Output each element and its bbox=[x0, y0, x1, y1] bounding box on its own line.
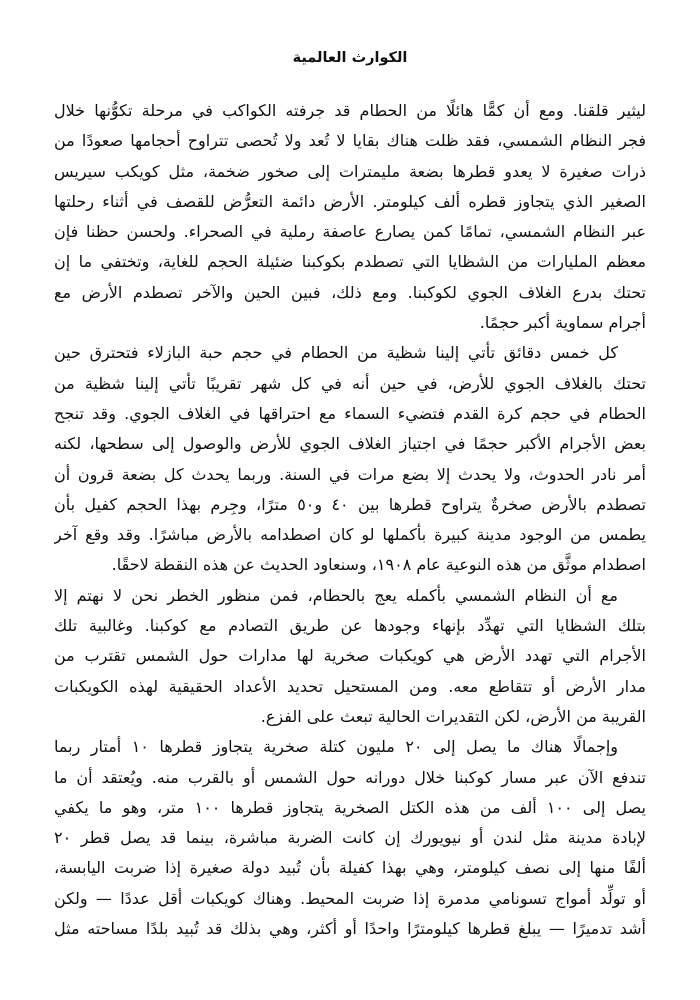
text-line: الأجرام التي تهدد الأرض هي كويكبات صخرية لها مدارات حول الشمس تقترب من bbox=[54, 646, 646, 666]
text-line: اصطدام موثَّق من هذه النوعية عام ١٩٠٨، وسنعاود الحديث عن هذه النقطة لاحقًا. bbox=[111, 555, 646, 575]
text-line: بعض الأجرام الأكبر حجمًا في اجتياز الغلاف الجوي للأرض والوصول إلى سطحها، لكنه bbox=[54, 434, 646, 454]
text-line: أمر نادر الحدوث، ولا يحدث إلا بضع مرات في السنة. وربما يحدث كل بضعة قرون أن bbox=[54, 464, 646, 484]
text-line: الصغير الذي يتجاوز قطره ألف كيلومتر. الأرض دائمة التعرُّض للقصف في أثناء رحلتها bbox=[54, 191, 646, 211]
text-line: وإجمالًا هناك ما يصل إلى ٢٠ مليون كتلة صخرية يتجاوز قطرها ١٠ أمتار ربما bbox=[54, 737, 619, 757]
text-line: أجرام سماوية أكبر حجمًا. bbox=[479, 313, 646, 333]
text-line: ألفًا منها إلى نصف كيلومتر، وهي بهذا كفيلة بأن تُبيد دولة صغيرة إذا ضربت اليابسة، bbox=[54, 858, 646, 878]
page-body bbox=[54, 96, 646, 944]
text-line: تحتك بدرع الغلاف الجوي لكوكبنا. ومع ذلك، فبين الحين والآخر تصطدم الأرض مع bbox=[54, 282, 646, 302]
text-line: تصطدم بالأرض صخرةٌ يتراوح قطرها بين ٤٠ و٥٠ مترًا، وجِرم بهذا الحجم كفيل بأن bbox=[54, 494, 646, 514]
text-line: يطمس من الوجود مدينة كبيرة بأكملها لو كان اصطدامه بالأرض مباشرًا. وقد وقع آخر bbox=[54, 525, 646, 545]
text-line: الحطام في حجم كرة القدم فتضيء السماء مع احتراقها في الغلاف الجوي. وقد تنجح bbox=[54, 403, 646, 423]
paragraph bbox=[54, 96, 646, 338]
paragraph bbox=[54, 581, 646, 732]
page-title: الكوارث العالمية bbox=[292, 50, 408, 66]
text-line: مع أن النظام الشمسي بأكمله يعج بالحطام، فمن منظور الخطر نحن لا نهتم إلا bbox=[54, 585, 618, 605]
text-line: كل خمس دقائق تأتي إلينا شظية من الحطام في حجم حبة البازلاء فتحترق حين bbox=[54, 343, 618, 363]
text-line: معظم المليارات من الشظايا التي تصطدم بكوكبنا ضئيلة الحجم للغاية، وتختفي ما إن bbox=[54, 252, 646, 272]
text-line: أو تولِّد أمواج تسونامي مدمرة إذا ضربت المحيط. وهناك كويكبات أقل عددًا — ولكن bbox=[54, 888, 646, 908]
text-line: تندفع الآن عبر مسار كوكبنا خلال دورانه حول الشمس أو بالقرب منه. ويُعتقد أن ما bbox=[54, 767, 646, 787]
text-line: تحتك بالغلاف الجوي للأرض، في حين أنه في كل شهر تقريبًا تأتي إلينا شظية من bbox=[54, 373, 646, 393]
text-line: ليثير قلقنا. ومع أن كمًّا هائلًا من الحطام قد جرفته الكواكب في مرحلة تكوُّنها خلال bbox=[54, 101, 646, 120]
paragraph bbox=[54, 732, 646, 944]
text-line: بتلك الشظايا التي تهدِّد بإنهاء وجودها عن طريق التصادم مع كوكبنا. وغالبية تلك bbox=[54, 616, 646, 636]
text-line: يصل إلى ١٠٠ ألف من هذه الكتل الصخرية يتجاوز قطرها ١٠٠ متر، وهو ما يكفي bbox=[54, 797, 646, 817]
text-line: القريبة من الأرض، لكن التقديرات الحالية تبعث على الفزع. bbox=[260, 706, 646, 726]
text-line: عبر النظام الشمسي، تمامًا كمن يصارع عاصفة رملية في الصحراء. ولحسن حظنا فإن bbox=[54, 222, 646, 242]
text-line: مدار الأرض أو تتقاطع معه. ومن المستحيل تحديد الأعداد الحقيقية لهذه الكويكبات bbox=[54, 676, 646, 696]
text-line: ذرات صغيرة لا يعدو قطرها بضعة مليمترات إلى صخور ضخمة، مثل كويكب سيريس bbox=[54, 161, 646, 181]
text-line: فجر النظام الشمسي، فقد ظلت هناك بقايا لا تُعد ولا تُحصى تتراوح أحجامها صعودًا من bbox=[54, 131, 646, 151]
paragraph bbox=[54, 338, 646, 580]
text-line: لإبادة مدينة مثل لندن أو نيويورك إن كانت الضربة مباشرة، بينما قد يصل قطر ٢٠ bbox=[54, 828, 646, 848]
text-line: أشد تدميرًا — يبلغ قطرها كيلومترًا واحدًا أو أكثر، وهي بذلك قد تُبيد بلدًا مساحته مثل bbox=[54, 919, 646, 939]
